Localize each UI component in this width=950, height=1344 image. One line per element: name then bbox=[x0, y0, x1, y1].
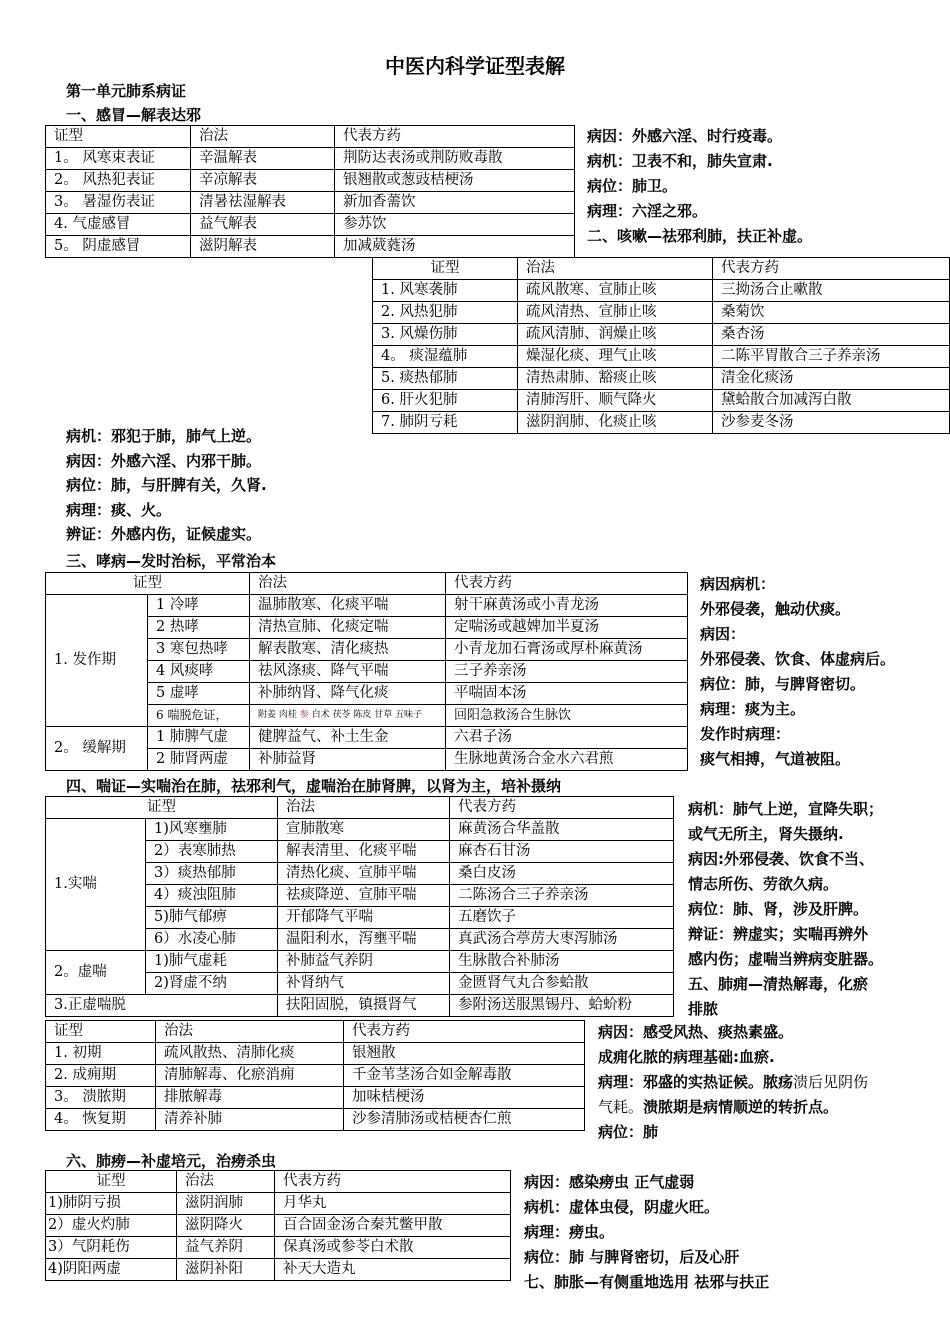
header-cell: 证型 bbox=[373, 258, 518, 280]
cell-method: 清热宣肺、化痰定喘 bbox=[250, 617, 446, 639]
header-cell: 治法 bbox=[518, 258, 713, 280]
cell-method: 清养补肺 bbox=[156, 1109, 344, 1131]
cell-formula: 清金化痰汤 bbox=[713, 368, 950, 390]
cell-pattern: 2)肾虚不纳 bbox=[146, 973, 278, 995]
cell-method: 疏风清热、宣肺止咳 bbox=[518, 302, 713, 324]
cell-formula: 桑菊饮 bbox=[713, 302, 950, 324]
cell-pattern: 6）水凌心肺 bbox=[146, 929, 278, 951]
cell-method: 扶阳固脱，镇摄肾气 bbox=[278, 995, 450, 1017]
cell-pattern: 2. 成痈期 bbox=[46, 1065, 156, 1087]
note-line: 或气无所主，肾失摄纳. bbox=[688, 825, 844, 843]
table-header-row bbox=[46, 1021, 585, 1043]
cell-pattern: 4 风痰哮 bbox=[148, 661, 250, 683]
cell-formula: 平喘固本汤 bbox=[446, 683, 688, 705]
cell-formula: 黛蛤散合加减泻白散 bbox=[713, 390, 950, 412]
note-line: 病理：痨虫。 bbox=[524, 1223, 615, 1241]
cell-formula: 小青龙加石膏汤或厚朴麻黄汤 bbox=[446, 639, 688, 661]
cell-pattern: 3。 溃脓期 bbox=[46, 1087, 156, 1109]
cell-pattern: 4）痰浊阻肺 bbox=[146, 885, 278, 907]
header-cell: 代表方药 bbox=[275, 1171, 511, 1193]
note-line: 痰气相搏，气道被阻。 bbox=[700, 750, 851, 768]
note-text: 溃后见阴伤 bbox=[793, 1073, 869, 1091]
note-text: 病理：邪盛的实热证候。脓疡 bbox=[598, 1073, 794, 1091]
group-cell: 1. 发作期 bbox=[46, 595, 148, 727]
note-line: 病机：肺气上逆，宣降失职； bbox=[688, 800, 884, 818]
cell-method: 排脓解毒 bbox=[156, 1087, 344, 1109]
unit-heading: 第一单元肺系病证 bbox=[66, 82, 187, 100]
cell-formula: 真武汤合葶苈大枣泻肺汤 bbox=[450, 929, 674, 951]
cell-formula: 加减葳蕤汤 bbox=[335, 236, 575, 258]
header-cell: 证型 bbox=[46, 573, 250, 595]
cell-pattern: 2. 风热犯肺 bbox=[373, 302, 518, 324]
cell-pattern: 1. 初期 bbox=[46, 1043, 156, 1065]
note-line: 病位：肺，与肝脾有关，久肾. bbox=[66, 476, 267, 494]
cell-formula: 三子养亲汤 bbox=[446, 661, 688, 683]
header-cell: 代表方药 bbox=[446, 573, 688, 595]
note-line: 辨证：外感内伤，证候虚实。 bbox=[66, 525, 262, 543]
table-row bbox=[373, 324, 950, 346]
note-line: 病位：肺，与脾肾密切。 bbox=[700, 675, 866, 693]
cell-formula: 荆防达表汤或荆防败毒散 bbox=[335, 148, 575, 170]
note-line: 病因：感染痨虫 正气虚弱 bbox=[524, 1173, 695, 1191]
table-row bbox=[373, 302, 950, 324]
note-text: 溃脓期是病情顺逆的转折点。 bbox=[643, 1098, 839, 1116]
cell-method: 补肺益肾 bbox=[250, 749, 446, 771]
cell-formula: 百合固金汤合秦艽鳖甲散 bbox=[275, 1215, 511, 1237]
cell-method: 宣肺散寒 bbox=[278, 819, 450, 841]
cell-pattern: 5)肺气郁痹 bbox=[146, 907, 278, 929]
cell-pattern: 3。 暑湿伤表证 bbox=[46, 192, 191, 214]
cell-method: 滋阴补阳 bbox=[177, 1259, 275, 1281]
section-3-notes bbox=[700, 572, 895, 772]
feilao-table bbox=[45, 1170, 511, 1281]
cell-pattern: 6 喘脱危证， bbox=[148, 705, 250, 727]
cell-pattern: 1。 风寒束表证 bbox=[46, 148, 191, 170]
cell-formula: 沙参清肺汤或桔梗杏仁煎 bbox=[344, 1109, 585, 1131]
cell-pattern: 7. 肺阴亏耗 bbox=[373, 412, 518, 434]
cell-formula: 补天大造丸 bbox=[275, 1259, 511, 1281]
note-line: 病位：肺卫。 bbox=[587, 177, 678, 195]
header-cell: 证型 bbox=[46, 126, 191, 148]
cell-formula: 参苏饮 bbox=[335, 214, 575, 236]
cell-formula: 桑白皮汤 bbox=[450, 863, 674, 885]
section-1-heading: 一、感冒—解表达邪 bbox=[66, 106, 202, 124]
ganmao-table bbox=[45, 125, 575, 258]
note-line: 病因:外邪侵袭、饮食不当、 bbox=[688, 850, 874, 868]
cell-formula: 三拗汤合止嗽散 bbox=[713, 280, 950, 302]
cell-pattern: 1)肺阴亏损 bbox=[46, 1193, 177, 1215]
table-row bbox=[46, 1259, 511, 1281]
cell-formula: 沙参麦冬汤 bbox=[713, 412, 950, 434]
header-cell: 证型 bbox=[46, 1171, 177, 1193]
cell-formula: 射干麻黄汤或小青龙汤 bbox=[446, 595, 688, 617]
header-cell: 治法 bbox=[156, 1021, 344, 1043]
note-line bbox=[598, 1070, 868, 1095]
cell-formula: 参附汤送服黑锡丹、蛤蚧粉 bbox=[450, 995, 674, 1017]
cell-pattern: 2）表寒肺热 bbox=[146, 841, 278, 863]
cell-pattern: 4)阴阳两虚 bbox=[46, 1259, 177, 1281]
table-header-row bbox=[46, 1171, 511, 1193]
cell-formula: 月华丸 bbox=[275, 1193, 511, 1215]
cell-formula: 麻杏石甘汤 bbox=[450, 841, 674, 863]
header-cell: 代表方药 bbox=[450, 797, 674, 819]
table-row bbox=[46, 1237, 511, 1259]
cell-formula: 保真汤或参苓白术散 bbox=[275, 1237, 511, 1259]
table-row bbox=[373, 280, 950, 302]
header-cell: 代表方药 bbox=[344, 1021, 585, 1043]
cell-pattern: 4。 恢复期 bbox=[46, 1109, 156, 1131]
table-row bbox=[373, 346, 950, 368]
cell-pattern: 4。 痰湿蕴肺 bbox=[373, 346, 518, 368]
section-3-heading: 三、哮病—发时治标，平常治本 bbox=[66, 552, 277, 570]
section-4-notes bbox=[688, 797, 883, 1022]
herb-text-highlight: 参 bbox=[299, 710, 309, 720]
note-line: 病位：肺、肾，涉及肝脾。 bbox=[688, 900, 869, 918]
cell-method: 滋阴润肺 bbox=[177, 1193, 275, 1215]
cell-pattern: 2 热哮 bbox=[148, 617, 250, 639]
header-cell: 治法 bbox=[278, 797, 450, 819]
cell-pattern: 3. 风燥伤肺 bbox=[373, 324, 518, 346]
header-cell: 证型 bbox=[46, 797, 278, 819]
cell-method: 清暑祛湿解表 bbox=[191, 192, 335, 214]
cell-method: 辛凉解表 bbox=[191, 170, 335, 192]
group-cell: 1.实喘 bbox=[46, 819, 146, 951]
cell-formula: 千金苇茎汤合如金解毒散 bbox=[344, 1065, 585, 1087]
cell-method: 清热化痰、宣肺平喘 bbox=[278, 863, 450, 885]
note-line: 病因：感受风热、痰热素盛。 bbox=[598, 1023, 794, 1041]
table-row bbox=[46, 1043, 585, 1065]
cell-formula: 银翘散 bbox=[344, 1043, 585, 1065]
cell-method: 疏风散热、清肺化痰 bbox=[156, 1043, 344, 1065]
cell-pattern: 4. 气虚感冒 bbox=[46, 214, 191, 236]
table-row bbox=[373, 368, 950, 390]
cell-pattern: 2 肺肾两虚 bbox=[148, 749, 250, 771]
note-line: 病位：肺 bbox=[598, 1123, 659, 1141]
cell-method: 疏风清肺、润燥止咳 bbox=[518, 324, 713, 346]
section-6-heading: 六、肺痨—补虚培元，治痨杀虫 bbox=[66, 1152, 277, 1170]
cell-pattern: 1)风寒壅肺 bbox=[146, 819, 278, 841]
cell-formula: 麻黄汤合华盖散 bbox=[450, 819, 674, 841]
header-cell: 治法 bbox=[191, 126, 335, 148]
group-cell: 3.正虚喘脱 bbox=[46, 995, 278, 1017]
cell-formula: 银翘散或葱豉桔梗汤 bbox=[335, 170, 575, 192]
section-5-heading: 五、肺痈—清热解毒，化瘀 bbox=[688, 975, 869, 993]
chuanzheng-table bbox=[45, 796, 674, 1017]
cell-pattern: 3）痰热郁肺 bbox=[146, 863, 278, 885]
table-row bbox=[373, 390, 950, 412]
cell-method: 解表散寒、清化痰热 bbox=[250, 639, 446, 661]
note-line: 病机：卫表不和，肺失宣肃. bbox=[587, 152, 773, 170]
note-line: 发作时病理： bbox=[700, 725, 791, 743]
cell-formula: 新加香薷饮 bbox=[335, 192, 575, 214]
cell-formula: 加味桔梗汤 bbox=[344, 1087, 585, 1109]
cell-pattern: 2）虚火灼肺 bbox=[46, 1215, 177, 1237]
cell-method: 健脾益气、补土生金 bbox=[250, 727, 446, 749]
cell-method: 祛风涤痰、降气平喘 bbox=[250, 661, 446, 683]
note-line: 成痈化脓的病理基础:血瘀. bbox=[598, 1048, 775, 1066]
note-line: 情志所伤、劳欲久病。 bbox=[688, 875, 839, 893]
cell-method: 滋阴润肺、化痰止咳 bbox=[518, 412, 713, 434]
table-row bbox=[46, 995, 674, 1017]
header-cell: 治法 bbox=[250, 573, 446, 595]
cell-pattern: 3）气阴耗伤 bbox=[46, 1237, 177, 1259]
note-line: 病理：痰、火。 bbox=[66, 500, 172, 519]
section-7-heading: 七、肺胀—有侧重地选用 祛邪与扶正 bbox=[524, 1273, 770, 1291]
section-2-heading: 二、咳嗽—祛邪利肺，扶正补虚。 bbox=[587, 227, 813, 245]
note-line: 辩证：辨虚实；实喘再辨外 bbox=[688, 925, 869, 943]
cell-formula: 二陈汤合三子养亲汤 bbox=[450, 885, 674, 907]
table-row bbox=[46, 951, 674, 973]
section-2-notes bbox=[66, 424, 267, 547]
table-row bbox=[46, 214, 575, 236]
cell-pattern: 5. 痰热郁肺 bbox=[373, 368, 518, 390]
herb-text: 附姜 肉桂 bbox=[258, 710, 300, 720]
cell-pattern: 1)肺气虚耗 bbox=[146, 951, 278, 973]
cell-method: 补肺益气养阴 bbox=[278, 951, 450, 973]
kesou-table bbox=[372, 257, 950, 434]
herb-text: 白术 茯苓 陈皮 甘草 五味子 bbox=[308, 710, 423, 720]
table-row bbox=[46, 1193, 511, 1215]
note-line: 病机：虚体虫侵，阴虚火旺。 bbox=[524, 1198, 720, 1216]
table-row bbox=[46, 1215, 511, 1237]
feiyong-table bbox=[45, 1020, 585, 1131]
note-line: 病因：外感六淫、内邪干肺。 bbox=[66, 451, 262, 470]
section-5-notes bbox=[598, 1020, 868, 1145]
note-line bbox=[598, 1095, 868, 1120]
cell-method bbox=[250, 705, 446, 727]
table-header-row bbox=[46, 797, 674, 819]
cell-pattern: 1. 风寒袭肺 bbox=[373, 280, 518, 302]
cell-method: 益气养阴 bbox=[177, 1237, 275, 1259]
note-text: 气耗。 bbox=[598, 1098, 644, 1116]
cell-method: 益气解表 bbox=[191, 214, 335, 236]
xiaobing-table bbox=[45, 572, 688, 771]
cell-method: 清肺泻肝、顺气降火 bbox=[518, 390, 713, 412]
cell-formula: 定喘汤或越婢加半夏汤 bbox=[446, 617, 688, 639]
cell-formula: 金匮肾气丸合参蛤散 bbox=[450, 973, 674, 995]
header-cell: 代表方药 bbox=[713, 258, 950, 280]
cell-method: 补肺纳肾、降气化痰 bbox=[250, 683, 446, 705]
cell-formula: 二陈平胃散合三子养亲汤 bbox=[713, 346, 950, 368]
cell-method: 疏风散寒、宣肺止咳 bbox=[518, 280, 713, 302]
section-6-notes bbox=[524, 1170, 769, 1295]
cell-method: 开郁降气平喘 bbox=[278, 907, 450, 929]
cell-method: 清肺解毒、化瘀消痈 bbox=[156, 1065, 344, 1087]
table-row bbox=[46, 192, 575, 214]
note-line: 病位：肺 与脾肾密切，后及心肝 bbox=[524, 1248, 740, 1266]
cell-pattern: 6. 肝火犯肺 bbox=[373, 390, 518, 412]
table-header-row bbox=[46, 126, 575, 148]
cell-method: 滋阴降火 bbox=[177, 1215, 275, 1237]
cell-formula: 六君子汤 bbox=[446, 727, 688, 749]
cell-method: 清热肃肺、豁痰止咳 bbox=[518, 368, 713, 390]
cell-method: 补肾纳气 bbox=[278, 973, 450, 995]
cell-pattern: 5。 阴虚感冒 bbox=[46, 236, 191, 258]
cell-method: 燥湿化痰、理气止咳 bbox=[518, 346, 713, 368]
header-cell: 治法 bbox=[177, 1171, 275, 1193]
note-line: 病因病机： bbox=[700, 575, 776, 593]
table-header-row bbox=[46, 573, 688, 595]
cell-formula: 五磨饮子 bbox=[450, 907, 674, 929]
section-1-notes bbox=[587, 124, 812, 249]
cell-pattern: 5 虚哮 bbox=[148, 683, 250, 705]
table-row bbox=[46, 170, 575, 192]
cell-formula: 生脉散合补肺汤 bbox=[450, 951, 674, 973]
section-5-heading-cont: 排脓 bbox=[688, 1000, 719, 1018]
table-row bbox=[46, 1065, 585, 1087]
table-row bbox=[373, 412, 950, 434]
table-row bbox=[46, 595, 688, 617]
section-4-heading: 四、喘证—实喘治在肺，祛邪利气，虚喘治在肺肾脾，以肾为主，培补摄纳 bbox=[66, 777, 562, 795]
group-cell: 2。 缓解期 bbox=[46, 727, 148, 771]
cell-method: 温阳利水，泻壅平喘 bbox=[278, 929, 450, 951]
cell-method: 解表清里、化痰平喘 bbox=[278, 841, 450, 863]
table-row bbox=[46, 148, 575, 170]
table-row bbox=[46, 819, 674, 841]
note-line: 外邪侵袭，触动伏痰。 bbox=[700, 600, 851, 618]
cell-method: 滋阴解表 bbox=[191, 236, 335, 258]
cell-formula: 桑杏汤 bbox=[713, 324, 950, 346]
cell-pattern: 1 冷哮 bbox=[148, 595, 250, 617]
table-row bbox=[46, 236, 575, 258]
cell-method: 祛痰降逆、宣肺平喘 bbox=[278, 885, 450, 907]
note-line: 病机：邪犯于肺，肺气上逆。 bbox=[66, 427, 262, 445]
header-cell: 代表方药 bbox=[335, 126, 575, 148]
note-line: 病理：六淫之邪。 bbox=[587, 202, 708, 220]
cell-pattern: 1 肺脾气虚 bbox=[148, 727, 250, 749]
header-cell: 证型 bbox=[46, 1021, 156, 1043]
page-title: 中医内科学证型表解 bbox=[385, 54, 565, 78]
note-line: 外邪侵袭、饮食、体虚病后。 bbox=[700, 650, 896, 668]
note-line: 感内伤；虚喘当辨病变脏器。 bbox=[688, 950, 884, 968]
table-row bbox=[46, 1109, 585, 1131]
cell-method: 辛温解表 bbox=[191, 148, 335, 170]
table-row bbox=[46, 727, 688, 749]
cell-method: 温肺散寒、化痰平喘 bbox=[250, 595, 446, 617]
note-line: 病理：痰为主。 bbox=[700, 700, 806, 718]
note-line: 病因： bbox=[700, 625, 746, 643]
table-header-row bbox=[373, 258, 950, 280]
cell-formula: 回阳急救汤合生脉饮 bbox=[446, 705, 688, 727]
table-row bbox=[46, 1087, 585, 1109]
group-cell: 2。虚喘 bbox=[46, 951, 146, 995]
cell-formula: 生脉地黄汤合金水六君煎 bbox=[446, 749, 688, 771]
note-line: 病因：外感六淫、时行疫毒。 bbox=[587, 127, 783, 145]
cell-pattern: 3 寒包热哮 bbox=[148, 639, 250, 661]
cell-pattern: 2。 风热犯表证 bbox=[46, 170, 191, 192]
